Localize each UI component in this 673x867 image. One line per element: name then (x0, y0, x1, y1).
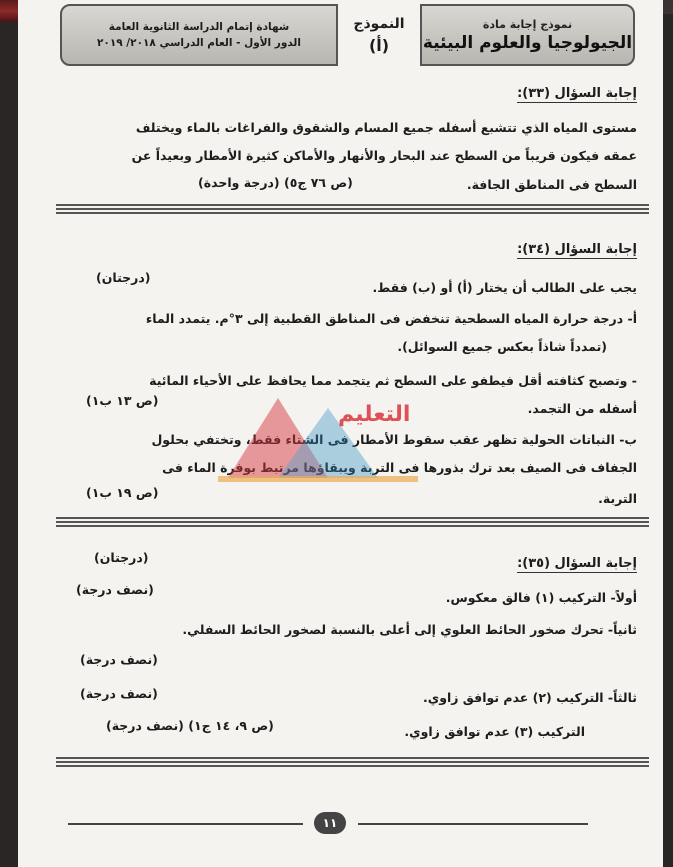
separator-1 (56, 204, 649, 214)
q34-a-line-2: (تمدداً شاذاً بعكس جميع السوائل). (397, 339, 607, 354)
exam-certificate: شهادة إتمام الدراسة الثانوية العامة (108, 21, 290, 33)
q35-title: إجابة السؤال (٣٥): (517, 556, 637, 571)
q34-a-line-4: أسفله من التجمد. (527, 401, 637, 416)
exam-info-box (60, 4, 338, 66)
q33-title: إجابة السؤال (٣٣): (517, 86, 637, 101)
q35-line-2: ثانياً- تحرك صخور الحائط العلوي إلى أعلى بالنسبة لصخور الحائط السفلي. (182, 622, 637, 637)
q35-grade: (درجتان) (94, 550, 149, 565)
q35-line-2-grade: (نصف درجة) (80, 652, 158, 667)
footer-line-right (358, 823, 588, 825)
model-box (338, 4, 420, 66)
q33-line-2: عمقه فيكون قريباً من السطح عند البحار والأنهار والأماكن كثيرة الأمطار وبعيداً عن (131, 148, 637, 163)
subject-caption: نموذج إجابة مادة (482, 17, 573, 31)
model-number: (أ) (368, 35, 390, 55)
q34-b-line-1: ب- النباتات الحولية تظهر عقب سقوط الأمطار فى الشتاء فقط، وتختفي بحلول (151, 432, 637, 447)
q35-line-3-grade: (نصف درجة) (80, 686, 158, 701)
q35-line-4-reference: (ص ٩، ١٤ ج١) (نصف درجة) (106, 718, 274, 733)
q35-line-1-grade: (نصف درجة) (76, 582, 154, 597)
subject-title: الجيولوجيا والعلوم البيئية (422, 32, 633, 53)
q35-line-1: أولاً- التركيب (١) فالق معكوس. (445, 590, 637, 605)
q34-a-reference: (ص ١٣ ب١) (86, 393, 159, 408)
model-label: النموذج (353, 15, 405, 32)
q34-b-line-2: الجفاف فى الصيف بعد ترك بذورها فى التربة ويبقاؤها مرتبط بوفرة الماء فى (162, 460, 637, 475)
q33-reference: (ص ٧٦ ج٥) (درجة واحدة) (198, 175, 353, 190)
q33-line-3: السطح فى المناطق الجافة. (466, 177, 637, 192)
subject-box (420, 4, 635, 66)
q35-line-3: ثالثاً- التركيب (٢) عدم توافق زاوي. (422, 690, 637, 705)
separator-3 (56, 757, 649, 767)
document-page (18, 0, 663, 867)
q34-intro: يجب على الطالب أن يختار (أ) أو (ب) فقط. (372, 280, 637, 295)
page-number: ١١ (314, 812, 346, 834)
q34-b-line-3: التربة. (598, 491, 637, 506)
separator-2 (56, 517, 649, 527)
q33-line-1: مستوى المياه الذي تتشبع أسفله جميع المسام والشقوق والفراغات بالماء ويختلف (135, 120, 637, 135)
q34-a-line-3: - وتصبح كثافته أقل فيطفو على السطح ثم يتجمد مما يحافظ على الأحياء المائية (149, 373, 637, 388)
exam-session: الدور الأول - العام الدراسي ٢٠١٨/ ٢٠١٩ (97, 37, 301, 49)
footer-line-left (68, 823, 303, 825)
q35-line-4: التركيب (٣) عدم توافق زاوي. (404, 724, 585, 739)
q34-title: إجابة السؤال (٣٤): (517, 242, 637, 257)
page-header (60, 4, 635, 66)
q34-grade: (درجتان) (96, 270, 151, 285)
q34-a-line-1: أ- درجة حرارة المياه السطحية تنخفض فى المناطق القطبية إلى ٣°م. يتمدد الماء (145, 311, 637, 326)
watermark-logo (218, 378, 428, 488)
q34-b-reference: (ص ١٩ ب١) (86, 485, 159, 500)
watermark-text: التعليم (338, 402, 411, 427)
